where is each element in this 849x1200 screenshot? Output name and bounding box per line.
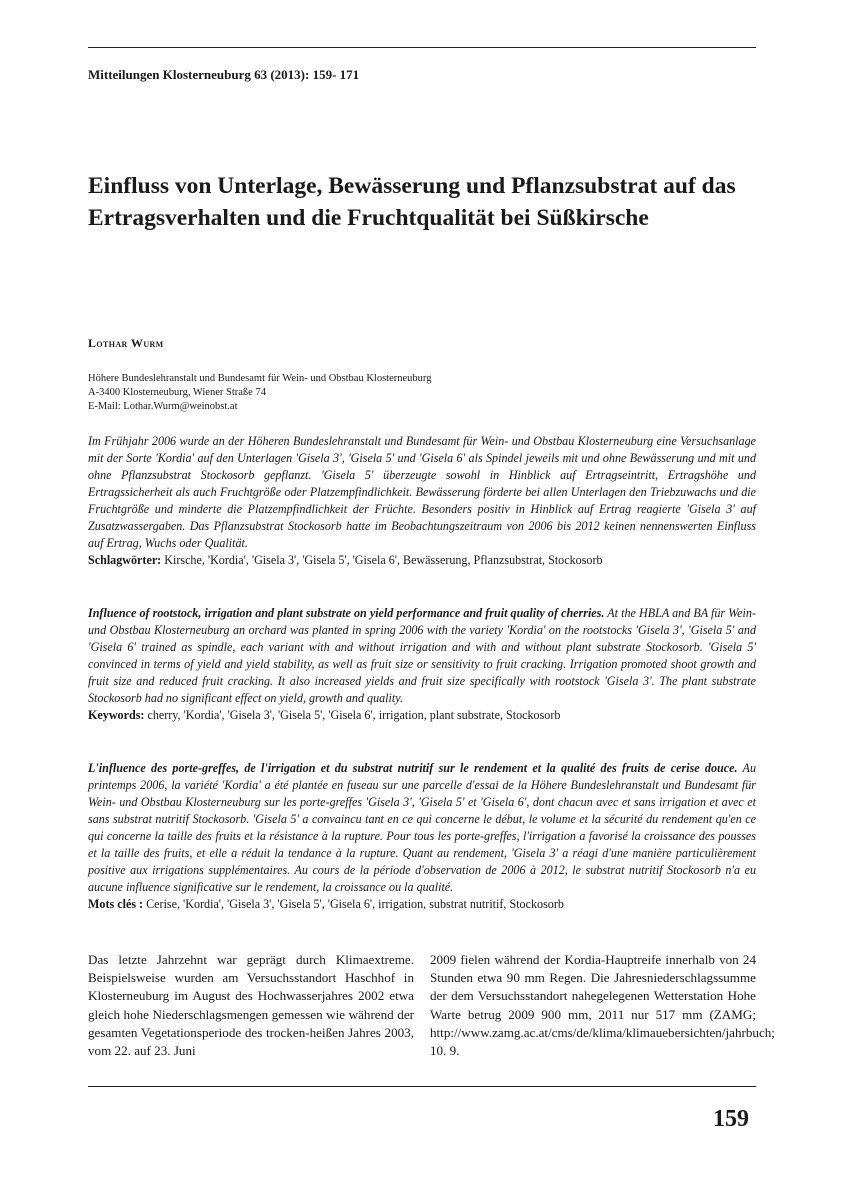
abstract-german bbox=[88, 433, 756, 569]
abstract-french bbox=[88, 760, 756, 913]
author-affiliation bbox=[88, 372, 431, 414]
header-rule bbox=[88, 47, 756, 48]
keywords-french-label: Mots clés : bbox=[88, 897, 144, 911]
keywords-german-label: Schlagwörter: bbox=[88, 553, 162, 567]
author-name: Lothar Wurm bbox=[88, 336, 164, 350]
abstract-english-title: Influence of rootstock, irrigation and plant substrate on yield performance and fruit quality of cherries. bbox=[88, 606, 605, 620]
keywords-french bbox=[88, 897, 564, 911]
abstract-french-title: L'influence des porte-greffes, de l'irrigation et du substrat nutritif sur le rendement et la qualité des fruits de cerise douce. bbox=[88, 761, 738, 775]
keywords-english-list: cherry, 'Kordia', 'Gisela 3', 'Gisela 5', 'Gisela 6', irrigation, plant substrate, Stockosorb bbox=[144, 708, 561, 722]
affiliation-address: A-3400 Klosterneuburg, Wiener Straße 74 bbox=[88, 387, 266, 398]
body-column-right: 2009 fielen während der Kordia-Hauptreife innerhalb von 24 Stunden etwa 90 mm Regen. Die Jahresniederschlagssumme der dem Versuchsstandort nahegelegenen Wetterstation Hohe Warte betrug 2009 900 mm, 2011 nur 517 mm (ZAMG; http://www.zamg.ac.at/cms/de/klima/klimauebersichten/jahrbuch; 10. 9. bbox=[430, 952, 775, 1059]
abstract-german-text: Im Frühjahr 2006 wurde an der Höheren Bundeslehranstalt und Bundesamt für Wein- und Obstbau Klosterneuburg eine Versuchsanlage mit der Sorte 'Kordia' auf den Unterlagen 'Gisela 3', 'Gisela 5' und 'Gisela 6' als Spindel jeweils mit und ohne Bewässerung und mit und ohne Pflanzsubstrat Stockosorb gepflanzt. 'Gisela 5' überzeugte sowohl in Hinblick auf Ertragseintritt, Ertragshöhe und Ertragssicherheit als auch Fruchtgröße oder Platzempfindlichkeit. Bewässerung förderte bei allen Unterlagen den Triebzuwachs und die Fruchtgröße und minderte die Platzempfindlichkeit der Früchte. Besonders positiv in Hinblick auf Ertrag reagierte 'Gisela 3' auf Zusatzwassergaben. Das Pflanzsubstrat Stockosorb hatte im Beobachtungszeitraum von 2006 bis 2012 keinen nennenswerten Einfluss auf Ertrag, Wuchs oder Qualität. bbox=[88, 434, 756, 550]
keywords-german-list: Kirsche, 'Kordia', 'Gisela 3', 'Gisela 5', 'Gisela 6', Bewässerung, Pflanzsubstrat, Stockosorb bbox=[161, 553, 603, 567]
affiliation-email[interactable]: E-Mail: Lothar.Wurm@weinobst.at bbox=[88, 401, 238, 412]
article-title: Einfluss von Unterlage, Bewässerung und Pflanzsubstrat auf das Ertragsverhalten und die Fruchtqualität bei Süßkirsche bbox=[88, 173, 736, 231]
page-number: 159 bbox=[713, 1106, 749, 1132]
footer-rule bbox=[88, 1086, 756, 1087]
keywords-german bbox=[88, 553, 603, 567]
abstract-french-text: Au printemps 2006, la variété 'Kordia' a été plantée en fuseau sur une parcelle d'essai de la Höhere Bundeslehranstalt und Bundesamt für Wein- und Obstbau Klosterneuburg sur les porte-greffes 'Gisela 3', 'Gisela 5' et 'Gisela 6', dont chacun avec et sans irrigation et avec et sans substrat nutritif Stockosorb. 'Gisela 5' a convaincu tant en ce qui concerne le début, le volume et la sécurité du rendement qu'en ce qui concerne la taille des fruits et la résistance à la rupture. Pour tous les porte-greffes, l'irrigation a favorisé la croissance des pousses et la taille des fruits, et elle a réduit la tendance à la rupture. Quant au rendement, 'Gisela 3' a réagi d'une manière particulièrement positive aux irrigations supplémentaires. Au cours de la période d'observation de 2006 à 2012, le substrat nutritif Stockosorb n'a eu aucune influence significative sur le rendement, la croissance ou la qualité. bbox=[88, 761, 756, 894]
keywords-english bbox=[88, 708, 560, 722]
abstract-english-text: At the HBLA and BA für Wein- und Obstbau Klosterneuburg an orchard was planted in spring 2006 with the variety 'Kordia' on the rootstocks 'Gisela 3', 'Gisela 5' and 'Gisela 6' trained as spindle, each variant with and without irrigation and with and without plant substrate Stockosorb. 'Gisela 5' convinced in terms of yield and yield stability, as well as fruit size or sensitivity to fruit cracking. Irrigation promoted shoot growth and fruit size and reduced fruit cracking. It also increased yields and fruit size specifically with rootstock 'Gisela 3'. The plant substrate Stockosorb had no significant effect on yield, growth and quality. bbox=[88, 606, 756, 705]
journal-citation: Mitteilungen Klosterneuburg 63 (2013): 159- 171 bbox=[88, 67, 360, 82]
keywords-french-list: Cerise, 'Kordia', 'Gisela 3', 'Gisela 5', 'Gisela 6', irrigation, substrat nutritif, Stockosorb bbox=[143, 897, 564, 911]
affiliation-institution: Höhere Bundeslehranstalt und Bundesamt für Wein- und Obstbau Klosterneuburg bbox=[88, 373, 432, 384]
body-column-left: Das letzte Jahrzehnt war geprägt durch Klimaextreme. Beispielsweise wurden am Versuchsstandort Haschhof in Klosterneuburg im August des Hochwasserjahres 2002 etwa gleich hohe Niederschlagsmengen gemessen wie während der gesamten Vegetationsperiode des trocken-heißen Jahres 2003, vom 22. auf 23. Juni bbox=[88, 952, 414, 1059]
keywords-english-label: Keywords: bbox=[88, 708, 145, 722]
abstract-english bbox=[88, 605, 756, 724]
